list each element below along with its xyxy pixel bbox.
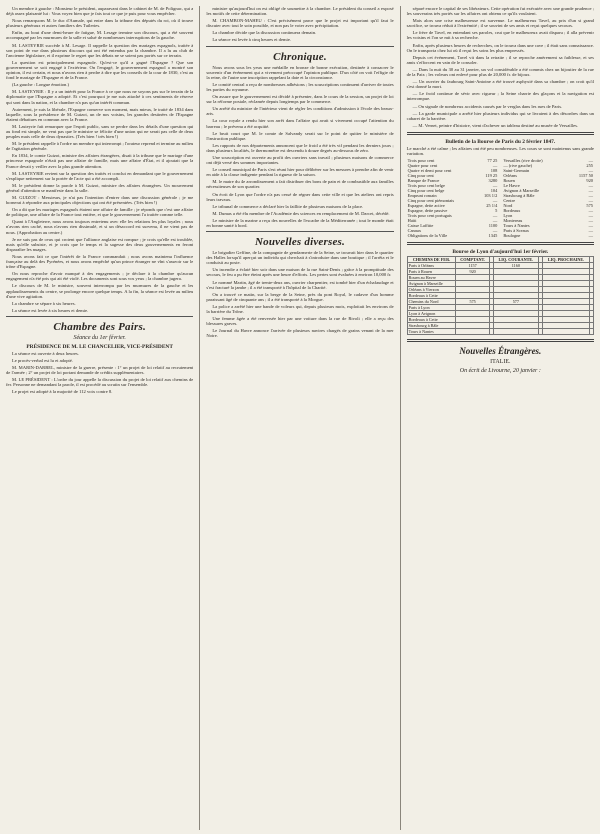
price-value: 1100 xyxy=(488,223,498,229)
paragraph: Le comité central a reçu de nombreuses adhésions ; les souscriptions continuent d'arriver de toutes les parties du royaume. xyxy=(206,81,394,92)
price-label: Versailles (rive droite) xyxy=(503,158,543,164)
paragraph: La police a arrêté hier une bande de voleurs qui, depuis plusieurs mois, exploitait les environs de la barrière du Trône. xyxy=(206,303,394,315)
paragraph: M. le président donne la parole à M. Guizot, ministre des affaires étrangères. Un mouvement général d'attention se manifeste dans la salle. xyxy=(6,182,194,193)
divider xyxy=(407,339,594,342)
price-value: — xyxy=(588,188,593,194)
paragraph: M. Lasteyrie fait remarquer que l'esprit public, sans se perdre dans les détails d'une question qui au fond est simple, ne veut pas que le ministre se félicite d'une union qui ne serait pas celle de deux peuples mais celle de deux dynasties. (Très bien ! très bien !) xyxy=(6,123,194,140)
price-value: 119 25 xyxy=(485,173,498,179)
price-value: — xyxy=(588,168,593,174)
price-label: Espagne, dette passive xyxy=(407,208,448,214)
price-label: Caisse Laffitte xyxy=(407,223,434,229)
paragraph: — Dans la nuit du 30 au 31 janvier, un vol considérable a été commis chez un bijoutier de la rue de la Paix ; les voleurs ont enlevé pour plus de 20,000 fr. de bijoux. xyxy=(406,66,594,78)
paragraph: M. le maire du 4e arrondissement a fait distribuer des bons de pain et de combustible aux familles nécessiteuses de son quartier. xyxy=(206,179,394,190)
price-value: — xyxy=(492,183,498,189)
bulletin-intro: Le marché a été calme ; les affaires ont été peu nombreuses. Les cours se sont maintenus sans grande variation. xyxy=(406,145,594,156)
paragraph: La chambre se sépare à six heures. xyxy=(12,300,76,306)
price-value: — xyxy=(588,208,593,214)
paragraph: Le tribunal de commerce a déclaré hier la faillite de plusieurs maisons de la place. xyxy=(212,203,364,209)
paragraph: M. CHAMBON-MAHEU : C'est précisément parce que le projet est important qu'il faut le discuter avec tout le soin possible, et non pas le voter avec précipitation. xyxy=(206,18,394,29)
price-label: Emprunt romain xyxy=(407,193,437,199)
price-tables xyxy=(407,158,594,238)
price-value: 255 xyxy=(586,163,593,169)
lyon-cell: Paris à Lyon xyxy=(407,305,456,311)
price-value: 25 1/4 xyxy=(486,203,498,209)
price-label: Banque de France xyxy=(407,178,440,184)
lyon-header-row xyxy=(407,257,593,263)
column-1 xyxy=(6,6,193,830)
parliament-debate-text xyxy=(6,6,193,313)
diverses-title: Nouvelles diverses. xyxy=(255,236,345,249)
price-value: — xyxy=(588,228,593,234)
lyon-cell: Avignon à Marseille xyxy=(407,281,456,287)
paragraph: La séance est ouverte à deux heures. xyxy=(12,350,79,356)
paragraph: M. le président rappelle à l'ordre un membre qui interrompt ; l'orateur reprend et termine au milieu de l'agitation générale. xyxy=(6,141,194,152)
italie-heading: ITALIE. xyxy=(490,359,511,366)
lyon-cell xyxy=(456,329,490,335)
paragraph: Un incendie a éclaté hier soir dans une maison de la rue Saint-Denis ; grâce à la promptitude des secours, le feu a pu être éteint après une heure d'efforts. Les pertes sont évaluées à environ 10,000 fr. xyxy=(206,267,394,278)
italie-line: On écrit de Livourne, 20 janvier : xyxy=(459,368,541,375)
price-label: Obligations de la Ville xyxy=(407,233,448,239)
lyon-cell xyxy=(590,329,594,335)
price-table-left xyxy=(407,158,499,238)
lyon-cell: Bordeaux à Cette xyxy=(407,293,456,299)
paragraph: Un membre à gauche : Monsieur le président, auparavant dans le cabinet de M. de Polignac, qui a déjà assez plaisanté lui : Vous voyez bien que je fais tout ce que je puis pour vous empêcher. xyxy=(6,6,194,17)
lyon-cell: 575 xyxy=(456,299,490,305)
price-value: — xyxy=(588,198,593,204)
price-row xyxy=(502,233,594,238)
paragraph: Le frère de Tavel, en entendant ses paroles, crut que le malheureux avait disparu ; il alla prévenir les voisins et l'on se mit à sa recherche. xyxy=(406,30,594,41)
lyon-cell xyxy=(493,329,539,335)
paragraph: — Un ouvrier du faubourg Saint-Antoine a été trouvé asphyxié dans sa chambre ; on croit qu'il s'est donné la mort. xyxy=(406,79,594,90)
paragraph: Un arrêté du ministre de l'intérieur vient de régler les conditions d'admission à l'école des beaux-arts. xyxy=(206,106,394,117)
etrangeres-title: Nouvelles Étrangères. xyxy=(459,346,542,357)
paragraph: On nous reproche d'avoir manqué à des engagements ; je déclare à la chambre qu'aucun engagement n'a été pris qui ait été violé. Les documents sont sous vos yeux ; la chambre jugera. xyxy=(6,271,194,282)
paragraph: Le nommé Martin, âgé de trente-deux ans, ouvrier charpentier, est tombé hier d'un échafaudage et s'est fracturé la jambe ; il a été transporté à l'hôpital de la Charité. xyxy=(206,279,394,290)
lyon-cell: Chemins du Nord xyxy=(407,299,456,305)
price-label: Paris à Sceaux xyxy=(503,228,529,234)
paragraph: Autrement, je suis la libérale, l'Espagne conserve son moment, mais mieux, le traité de 1834 dans laquelle, sous la présidence de M. Guizot, un de nos voisins, les grandes destinées de l'Espagne étaient débattues en commun avec la France. xyxy=(6,106,194,122)
paragraph: Depuis cet événement, Tavel vit dans la retraite ; il se reproche amèrement sa faiblesse, et ses amis s'efforcent en vain de le consoler. xyxy=(406,54,594,65)
price-label: Cinq pour cent xyxy=(407,173,434,179)
diverses-text xyxy=(206,250,393,338)
bulletin-title: Bulletin de la Bourse de Paris du 2 février 1847. xyxy=(445,138,556,145)
lyon-cell: Paris à Orléans xyxy=(407,263,456,269)
paragraph: Quant à l'Angleterre, nous avons toujours entretenu avec elle les relations les plus loyales ; nous n'avons rien caché, nous n'avons rien dissimulé, et si un désaccord est survenu, il ne vient pas de nous. (Approbation au centre.) xyxy=(6,219,194,235)
paragraph: M. Dumas a été élu membre de l'Académie des sciences en remplacement de M. Darcet, décédé. xyxy=(212,210,390,216)
price-value: — xyxy=(492,198,498,204)
paragraph: — Le froid continue de sévir avec rigueur ; la Seine charrie des glaçons et la navigation est interrompue. xyxy=(406,91,594,102)
column-3-top-text xyxy=(407,6,594,128)
lyon-header-cell: CHEMINS DE FER. xyxy=(407,257,456,263)
price-label: Montereau xyxy=(503,218,523,224)
paragraph: Une femme âgée a été renversée hier par une voiture dans la rue de Rivoli ; elle a reçu des blessures graves. xyxy=(206,316,394,327)
price-label: Cinq pour cent piémontais xyxy=(407,198,455,204)
lyon-cell: Orléans à Vierzon xyxy=(407,287,456,293)
paragraph: La question est principalement espagnole. Qu'est-ce qu'il a gagné l'Espagne ? Que son gouvernement se soit engagé à l'extérieur. On l'engagé, le gouvernement espagnol a montré son opinion, il est certain, et nous n'avons rien à perdre à dire que les conseils de la cour de 1830, c'est au fond le mariage de l'Espagne et de la France. xyxy=(6,59,194,81)
chronique-title: Chronique. xyxy=(273,50,327,63)
paragraph: Enfin, après plusieurs heures de recherches, on le trouva dans une cave ; il était sans connaissance. On le transporta chez lui où il reçut les soins les plus empressés. xyxy=(406,42,594,53)
price-label: Lyon xyxy=(503,213,513,219)
paragraph: Le bruit court que M. le comte de Salvandy serait sur le point de quitter le ministère de l'instruction publique. xyxy=(206,130,394,141)
price-value: 5 xyxy=(495,208,498,214)
price-value: 77 25 xyxy=(487,158,498,164)
price-value: — xyxy=(492,213,498,219)
paragraph: M. LASTEYRIE : Il y a un intérêt pour la France à ce que nous ne soyons pas sur le terrain de la diplomatie que l'Espagne a adopté. Et c'est pourquoi je me suis attaché à ces sentiments de réserve qui sont dans la nation, et la chambre n'a pas qu'un intérêt commun. xyxy=(6,89,194,105)
price-value: — xyxy=(588,213,593,219)
price-value: — xyxy=(588,158,593,164)
price-label: Tours à Nantes xyxy=(503,223,530,229)
price-label: Le Havre xyxy=(503,183,520,189)
paragraph: ministre qu'aujourd'hui on est obligé de soumettre à la chambre. Le président du conseil a exposé les motifs de cette détermination. xyxy=(206,6,394,17)
price-label: Rouen xyxy=(503,178,515,184)
price-value: 3280 xyxy=(488,178,498,184)
paragraph: Le procès-verbal est lu et adopté. xyxy=(12,357,73,363)
price-label: Boulogne xyxy=(503,233,521,239)
lyon-cell: 920 xyxy=(456,269,490,275)
lyon-cell: Lyon à Avignon xyxy=(407,311,456,317)
paragraph: Le conseil municipal de Paris s'est réuni hier pour délibérer sur les mesures à prendre afin de venir en aide à la classe indigente pendant la rigueur de la saison. xyxy=(206,167,394,178)
price-label: Bordeaux xyxy=(503,208,521,214)
lyon-cell xyxy=(542,329,590,335)
price-label: Saint-Germain xyxy=(503,168,530,174)
paragraph: On a dit que les mariages espagnols étaient une affaire de famille ; je réponds que c'est une affaire de politique, une affaire de la France tout entière, et que le gouvernement l'a traitée comme telle. xyxy=(6,207,194,218)
price-value: 103 1/2 xyxy=(484,193,498,199)
price-value: 575 xyxy=(586,203,593,209)
price-label: Haïti xyxy=(407,218,417,224)
paragraph: M. LASTEYRIE revient sur la question des traités et conclut en demandant que le gouvernement s'explique nettement sur la portée de l'acte qui a été accompli. xyxy=(6,170,194,181)
paragraph: La cour royale a rendu hier son arrêt dans l'affaire qui avait si vivement occupé l'attention du barreau ; le prévenu a été acquitté. xyxy=(206,118,394,129)
chambre-subtitle: Séance du 1er février. xyxy=(73,334,126,341)
presidence-line: PRÉSIDENCE DE M. LE CHANCELIER, VICE-PRÉSIDENT xyxy=(26,343,173,350)
lyon-cell: Bordeaux à Cette xyxy=(407,317,456,323)
paragraph: En 1834, le comte Guizot, ministre des affaires étrangères, disait à la tribune que le mariage d'une princesse espagnole n'était pas une affaire de famille, mais une affaire d'État, et il ajoutait que la France devait y veiller avec la plus grande attention. xyxy=(6,153,194,169)
price-label: Quatre et demi pour cent xyxy=(407,168,452,174)
price-value: — xyxy=(492,163,498,169)
lyon-header-cell: LIQ. PROCHAINE. xyxy=(542,257,590,263)
price-row xyxy=(407,233,499,238)
divider xyxy=(6,316,193,317)
price-value: — xyxy=(588,218,593,224)
lyon-cell: Paris à Rouen xyxy=(407,269,456,275)
paragraph: séparé encore le capital de ses libérateurs. Cette opération fut exécutée avec une grande prudence ; les souverains très portés sur les affaires ont obtenu ce qu'ils voulaient. xyxy=(406,6,594,17)
price-label: Orléans xyxy=(503,173,517,179)
price-label: Strasbourg à Bâle xyxy=(503,193,535,199)
price-label: Canaux xyxy=(407,228,422,234)
price-label: Trois pour cent belge xyxy=(407,183,445,189)
price-value: — xyxy=(492,228,498,234)
paragraph: M. LE PRÉSIDENT : L'ordre du jour appelle la discussion du projet de loi relatif aux chemins de fer. Personne ne demandant la parole, il est procédé au scrutin sur l'ensemble. xyxy=(6,377,194,388)
lyon-cell: Tours à Nantes xyxy=(407,329,456,335)
paragraph: Le Journal du Havre annonce l'arrivée de plusieurs navires chargés de grains venant de la mer Noire. xyxy=(206,328,394,339)
divider xyxy=(206,46,393,47)
price-value: — xyxy=(492,218,498,224)
paragraph: M. LASTEYRIE succède à M. Lesage. Il rappelle la question des mariages espagnols, traitée à son point de vue dans plusieurs discours qui ont été entendus par la chambre. Il a lu au club de l'ancienne législature, et il exprime le regret que les débats ne se soient pas portés sur ce terrain. xyxy=(6,42,194,58)
price-table-right xyxy=(502,158,594,238)
paragraph: — La garde municipale a arrêté hier plusieurs individus qui se livraient à des désordres dans un cabaret de la barrière. xyxy=(406,110,594,121)
lyon-cell: 577 xyxy=(493,299,539,305)
paragraph: M. GUIZOT : Messieurs, je n'ai pas l'intention d'entrer dans une discussion générale ; je me bornerai à répondre aux principales objections qui ont été présentées. (Très bien !) xyxy=(6,195,194,206)
chambre-text xyxy=(6,351,193,395)
paragraph: Nous avons fait ce que l'intérêt de la France commandait ; nous avons maintenu l'influence française au delà des Pyrénées, et nous avons empêché qu'un prince étranger ne vînt s'asseoir sur le trône d'Espagne. xyxy=(6,253,194,270)
divider xyxy=(407,132,594,135)
paragraph: Enfin, au bout d'une demi-heure de fatigue, M. Lesage termine son discours, qui a été souvent accompagné par les murmures de la salle et salué de nombreuses interruptions de la gauche. xyxy=(6,30,194,41)
lyon-title: Bourse de Lyon d'aujourd'hui 1er février. xyxy=(452,249,549,256)
paragraph: Une souscription est ouverte au profit des ouvriers sans travail ; plusieurs maisons de commerce ont déjà versé des sommes importantes. xyxy=(206,154,394,166)
price-value: 1157 50 xyxy=(578,173,593,179)
lyon-header-cell: LIQ. COURANTE. xyxy=(493,257,539,263)
paragraph: On écrit de Lyon que l'ordre n'a pas cessé de régner dans cette ville et que les ateliers ont repris leurs travaux. xyxy=(206,191,394,202)
paragraph: La chambre décide que la discussion continuera demain. xyxy=(212,30,317,36)
paragraph: On a trouvé ce matin, sur la berge de la Seine, près du pont Royal, le cadavre d'un homme paraissant âgé de cinquante ans ; il a été transporté à la Morgue. xyxy=(206,291,394,302)
price-value: — xyxy=(588,193,593,199)
lyon-table xyxy=(407,256,594,335)
price-label: Nord xyxy=(503,203,513,209)
paragraph: La séance est levée à six heures et demie. xyxy=(12,307,89,313)
price-value: 104 xyxy=(490,188,498,194)
paragraph: Les rapports de nos départements annoncent que le froid a été très vif pendant les derniers jours ; dans plusieurs localités, le thermomètre est descendu à douze degrés au-dessous de zéro. xyxy=(206,142,394,153)
paragraph: Nous avons sous les yeux une médaille en bronze de bonne exécution, destinée à consacrer le souvenir d'un événement qui a vivement préoccupé l'opinion publique. D'un côté on voit l'effigie de la reine, de l'autre une inscription rappelant la date et la circonstance. xyxy=(206,64,394,80)
column-2-top-text xyxy=(206,6,393,43)
lyon-cell: 1160 xyxy=(493,263,539,269)
paragraph: Le discours de M. le ministre, souvent interrompu par les murmures de la gauche et les applaudissements du centre, se prolonge encore quelque temps. A la fin, la séance est levée au milieu d'une vive agitation. xyxy=(6,283,194,299)
paragraph: M. MARIN-DARBEL, ministre de la guerre, présente : 1° un projet de loi relatif au recrutement de l'armée ; 2° un projet de loi portant demande de crédits supplémentaires. xyxy=(6,365,194,376)
column-2 xyxy=(199,6,393,830)
paragraph: Le ministre de la marine a reçu des nouvelles de l'escadre de la Méditerranée ; tout le monde était en bonne santé à bord. xyxy=(206,217,394,228)
price-value: 920 xyxy=(586,178,593,184)
price-label: Cinq pour cent belge xyxy=(407,188,445,194)
divider xyxy=(407,242,594,245)
chronique-text xyxy=(206,65,393,229)
price-label: Quatre pour cent xyxy=(407,163,438,169)
paragraph: Je ne suis pas de ceux qui croient que l'alliance anglaise est rompue ; je crois qu'elle est troublée, mais qu'elle subsiste, et je crois que le temps et la sagesse des deux gouvernements en feront disparaître les nuages. xyxy=(6,236,194,252)
price-label: Espagne, dette active xyxy=(407,203,445,209)
lyon-header-cell: COMPTANT. xyxy=(456,257,490,263)
paragraph: On assure que le gouvernement est décidé à présenter, dans le cours de la session, un projet de loi sur la réforme postale, réclamée depuis longtemps par le commerce. xyxy=(206,94,394,105)
paragraph: (La gauche : Longue émotion.) xyxy=(12,82,70,88)
price-label: — (rive gauche) xyxy=(503,163,533,169)
price-label: Trois pour cent portugais xyxy=(407,213,452,219)
price-value: 108 xyxy=(490,168,498,174)
price-label: Trois pour cent xyxy=(407,158,435,164)
paragraph: — On signale de nombreux accidents causés par le verglas dans les rues de Paris. xyxy=(412,103,563,109)
paragraph: — M. Vernet, peintre d'histoire, vient d'achever un tableau destiné au musée de Versailles. xyxy=(412,122,579,128)
price-label: Avignon à Marseille xyxy=(503,188,540,194)
paragraph: La séance est levée à cinq heures et demie. xyxy=(212,37,292,43)
price-value: — xyxy=(588,233,593,239)
lyon-cell: Strasbourg à Bâle xyxy=(407,323,456,329)
price-label: Centre xyxy=(503,198,516,204)
column-3 xyxy=(400,6,594,830)
price-value: — xyxy=(588,183,593,189)
price-value: — xyxy=(588,223,593,229)
paragraph: Mais alors une crise malheureuse est survenue. Le malheureux Tavel, au prix d'un si grand sacrifice, se trouva réduit à l'extrémité ; il se souvint de ses amis et reçut quelques secours. xyxy=(406,18,594,29)
lyon-cell: 1157 xyxy=(456,263,490,269)
divider xyxy=(206,231,393,232)
lyon-cell: Rouen au Havre xyxy=(407,275,456,281)
paragraph: Le brigadier Geffine, de la compagnie de gendarmerie de la Seine, se trouvait hier dans le quartier des Halles lorsqu'il aperçut un individu qui cherchait à s'introduire dans une boutique ; il l'arrêta et le conduisit au poste. xyxy=(206,250,394,266)
paragraph: Le projet est adopté à la majorité de 112 voix contre 8. xyxy=(12,389,113,395)
paragraph: Nous remarquons M. le duc d'Aumale, qui entre dans la tribune des députés du roi, où il trouve plusieurs généraux et autres familiers des Tuileries. xyxy=(6,18,194,29)
price-value: 1345 xyxy=(488,233,498,239)
lyon-row xyxy=(407,329,593,335)
chambre-title: Chambre des Pairs. xyxy=(53,320,146,333)
